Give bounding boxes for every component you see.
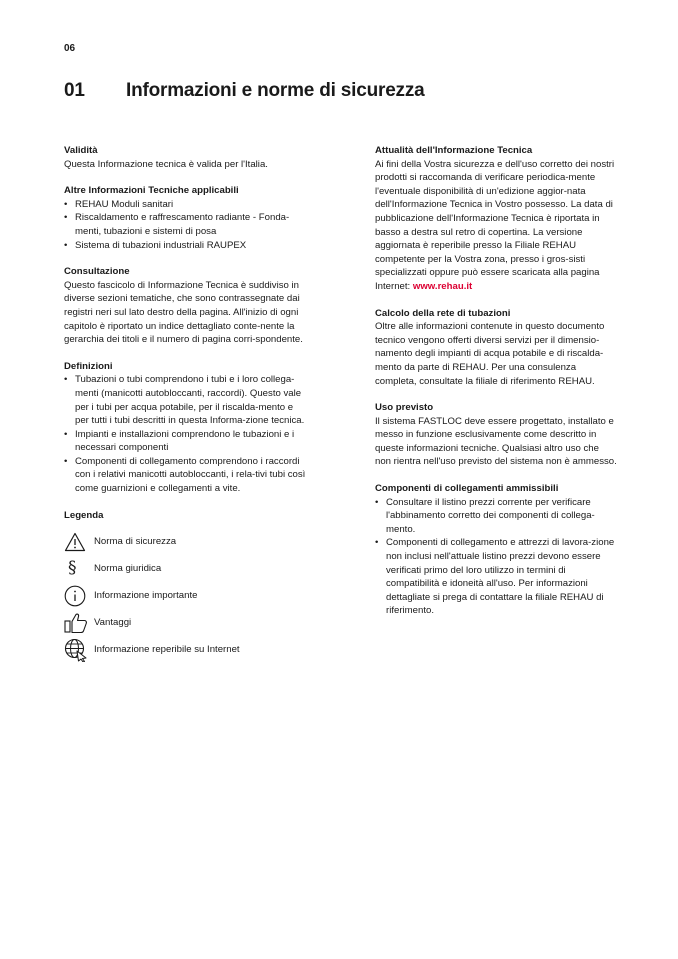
section-componenti [375, 482, 617, 618]
list-item: • Consultare il listino prezzi corrente per verificare l'abbinamento corretto dei componenti di collega-mento. [375, 496, 617, 537]
legend-item [64, 528, 306, 555]
section-sign-icon [64, 557, 94, 581]
legend-label: Informazione reperibile su Internet [94, 643, 240, 655]
legend-label: Norma di sicurezza [94, 535, 177, 547]
section-text: Il sistema FASTLOC deve essere progettato, installato e messo in funzione esclusivamente come descritto in queste informazioni tecniche. Qualsiasi altro uso che non rientra nell'uso previsto del sistema non è ammesso. [375, 415, 617, 468]
legend-label: Vantaggi [94, 616, 132, 628]
section-attualita [375, 144, 617, 294]
right-column [375, 144, 617, 631]
section-title: Legenda [64, 509, 104, 521]
section-title: Attualità dell'Informazione Tecnica [375, 145, 533, 156]
section-title: Definizioni [64, 360, 113, 372]
list-item: • Impianti e installazioni comprendono le tubazioni e i necessari componenti [64, 428, 306, 455]
section-text: Oltre alle informazioni contenute in questo documento tecnico vengono offerti diversi servizi per il dimensio-namento degli impianti di acqua potabile e di riscalda-mento da parte di REHAU. Per una consulenza completa, consultate la filiale di riferimento REHAU. [375, 321, 605, 387]
left-column [64, 144, 306, 676]
legend-item [64, 555, 306, 582]
section-text-body: Ai fini della Vostra sicurezza e dell'uso corretto dei nostri prodotti si raccomanda di verificare periodica-mente l'eventuale disponibilità di un'edizione aggior-nata dell'Informazione Tecnica in Vostro possesso. La data di pubblicazione dell'Informazione Tecnica è riportata in basso a destra sul retro di copertina. La versione aggiornata è reperibile presso la Filiale REHAU competente per la Vostra zona, presso i gros-sisti specializzati oppure può essere scaricata alla pagina Internet: [375, 158, 615, 292]
section-title: Validità [64, 145, 98, 156]
legend-label: Norma giuridica [94, 562, 162, 574]
chapter-heading [64, 80, 425, 102]
section-consultazione [64, 265, 306, 347]
section-title: Consultazione [64, 266, 130, 278]
section-legenda [64, 509, 306, 664]
section-definizioni [64, 360, 306, 496]
legend-item [64, 609, 306, 636]
list-item: • REHAU Moduli sanitari [64, 198, 306, 212]
internet-globe-icon [64, 638, 94, 662]
rehau-website-link[interactable]: www.rehau.it [412, 280, 473, 292]
bullet-list [375, 496, 617, 618]
list-item: • Sistema di tubazioni industriali RAUPEX [64, 239, 306, 253]
list-item: • Riscaldamento e raffrescamento radiante - Fonda-menti, tubazioni e sistemi di posa [64, 211, 306, 238]
bullet-list [64, 373, 306, 495]
bullet-list [64, 198, 306, 252]
section-title: Calcolo della rete di tubazioni [375, 307, 511, 319]
section-text: Questa Informazione tecnica è valida per l'Italia. [64, 158, 268, 170]
section-title: Uso previsto [375, 402, 434, 414]
page-number: 06 [64, 43, 76, 54]
list-item: • Componenti di collegamento comprendono i raccordi con i relativi manicotti autobloccanti, i rela-tivi tubi così come guarnizioni e collegamenti a vite. [64, 455, 306, 496]
list-item: • Componenti di collegamento e attrezzi di lavora-zione non inclusi nell'attuale listino prezzi devono essere verificati primo del loro utilizzo in termini di compatibilità e idoneità all'uso. Per informazioni dettagliate si prega di contattare la filiale REHAU di riferimento. [375, 536, 617, 618]
chapter-number: 01 [64, 80, 85, 101]
section-text: Questo fascicolo di Informazione Tecnica è suddiviso in diverse sezioni tematiche, che sono contrassegnate dai registri neri sul lato destro della pagina. All'inizio di ogni capitolo è riportato un indice dettagliato conte-nente la gerarchia dei titoli e il numero di pagina corri-spondente. [64, 279, 303, 346]
chapter-title: Informazioni e norme di sicurezza [126, 80, 425, 101]
section-uso-previsto [375, 401, 617, 469]
section-validita [64, 144, 306, 171]
list-item: • Tubazioni o tubi comprendono i tubi e i loro collega-menti (manicotti autobloccanti, raccordi). Questo vale per i tubi per acqua potabile, per il riscalda-mento e per tutti i tubi descritti in questa Informa-zione tecnica. [64, 373, 306, 427]
warning-triangle-icon [64, 530, 94, 554]
thumbs-up-icon [64, 611, 94, 635]
legend-item [64, 582, 306, 609]
section-sign-glyph: § [68, 558, 77, 579]
legend-label: Informazione importante [94, 589, 198, 601]
section-calcolo [375, 307, 617, 389]
section-title: Componenti di collegamenti ammissibili [375, 483, 559, 495]
legend-item [64, 636, 306, 663]
section-title: Altre Informazioni Tecniche applicabili [64, 185, 239, 197]
info-icon [64, 584, 94, 608]
section-altre-informazioni [64, 184, 306, 252]
section-text [375, 158, 617, 294]
